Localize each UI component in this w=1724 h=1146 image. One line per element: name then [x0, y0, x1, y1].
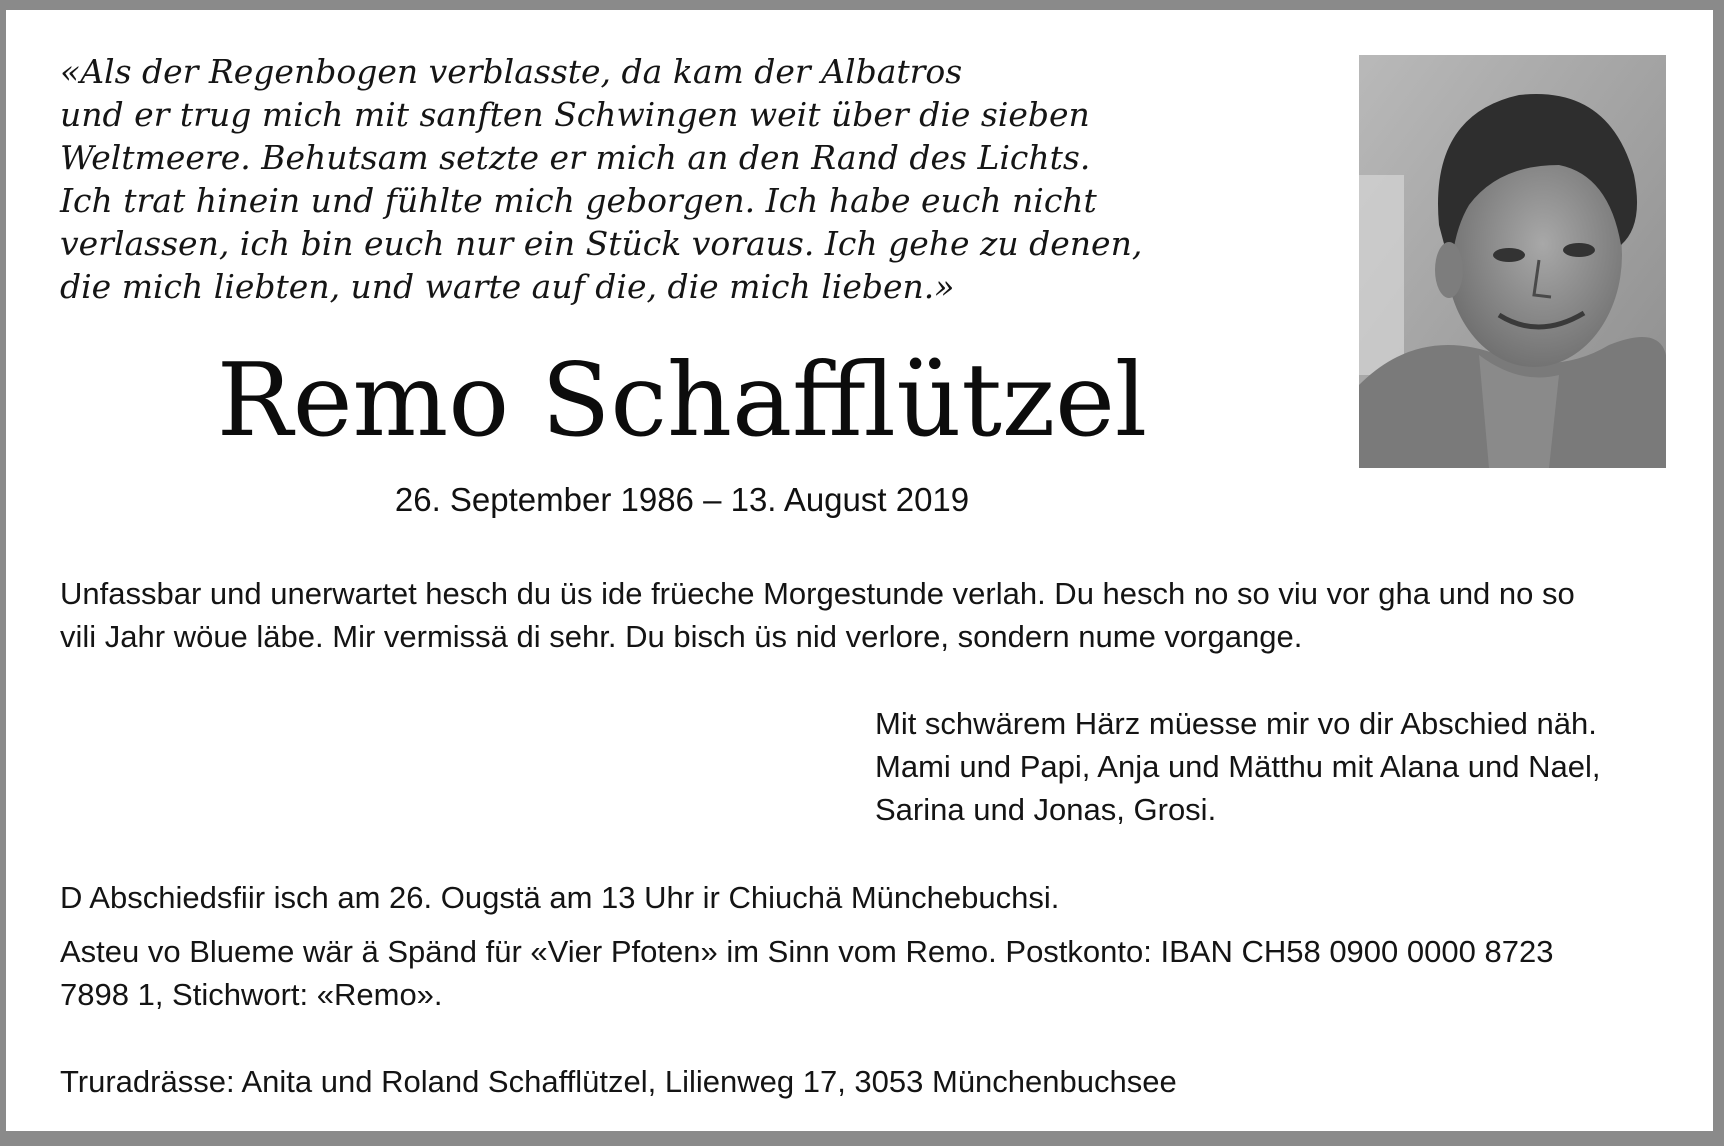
mourning-address: Truradrässe: Anita und Roland Schafflützel, Lilienweg 17, 3053 Münchenbuchsee: [60, 1064, 1177, 1099]
donation-line: 7898 1, Stichwort: «Remo».: [60, 977, 443, 1012]
poem-line: und er trug mich mit sanften Schwingen weit über die sieben: [60, 95, 1090, 134]
donation-line: Asteu vo Blueme wär ä Spänd für «Vier Pfoten» im Sinn vom Remo. Postkonto: IBAN CH58 0900 0000 8723: [60, 934, 1554, 969]
poem-line: verlassen, ich bin euch nur ein Stück voraus. Ich gehe zu denen,: [60, 224, 1143, 263]
intro-line: Unfassbar und unerwartet hesch du üs ide früeche Morgestunde verlah. Du hesch no so viu vor gha und no so: [60, 576, 1575, 611]
intro-paragraph: [60, 572, 1575, 658]
poem-line: die mich liebten, und warte auf die, die mich lieben.»: [60, 267, 955, 306]
poem-line: «Als der Regenbogen verblasste, da kam der Albatros: [60, 52, 963, 91]
poem-line: Ich trat hinein und fühlte mich geborgen. Ich habe euch nicht: [60, 181, 1097, 220]
closing-line: Mit schwärem Härz müesse mir vo dir Abschied näh.: [875, 706, 1597, 741]
poem-quote: [60, 50, 1143, 308]
family-signature: [875, 702, 1601, 831]
ceremony-info: D Abschiedsfiir isch am 26. Ougstä am 13 Uhr ir Chiuchä Münchebuchsi.: [60, 880, 1060, 915]
obituary-notice: [6, 10, 1713, 1131]
closing-line: Sarina und Jonas, Grosi.: [875, 792, 1217, 827]
portrait-photo: [1359, 55, 1666, 468]
donation-info: [60, 930, 1553, 1016]
closing-line: Mami und Papi, Anja und Mätthu mit Alana und Nael,: [875, 749, 1601, 784]
poem-line: Weltmeere. Behutsam setzte er mich an den Rand des Lichts.: [60, 138, 1091, 177]
intro-line: vili Jahr wöue läbe. Mir vermissä di sehr. Du bisch üs nid verlore, sondern nume vorgange.: [60, 619, 1303, 654]
life-dates: 26. September 1986 – 13. August 2019: [394, 481, 970, 518]
deceased-name: Remo Schafflützel: [216, 341, 1148, 459]
